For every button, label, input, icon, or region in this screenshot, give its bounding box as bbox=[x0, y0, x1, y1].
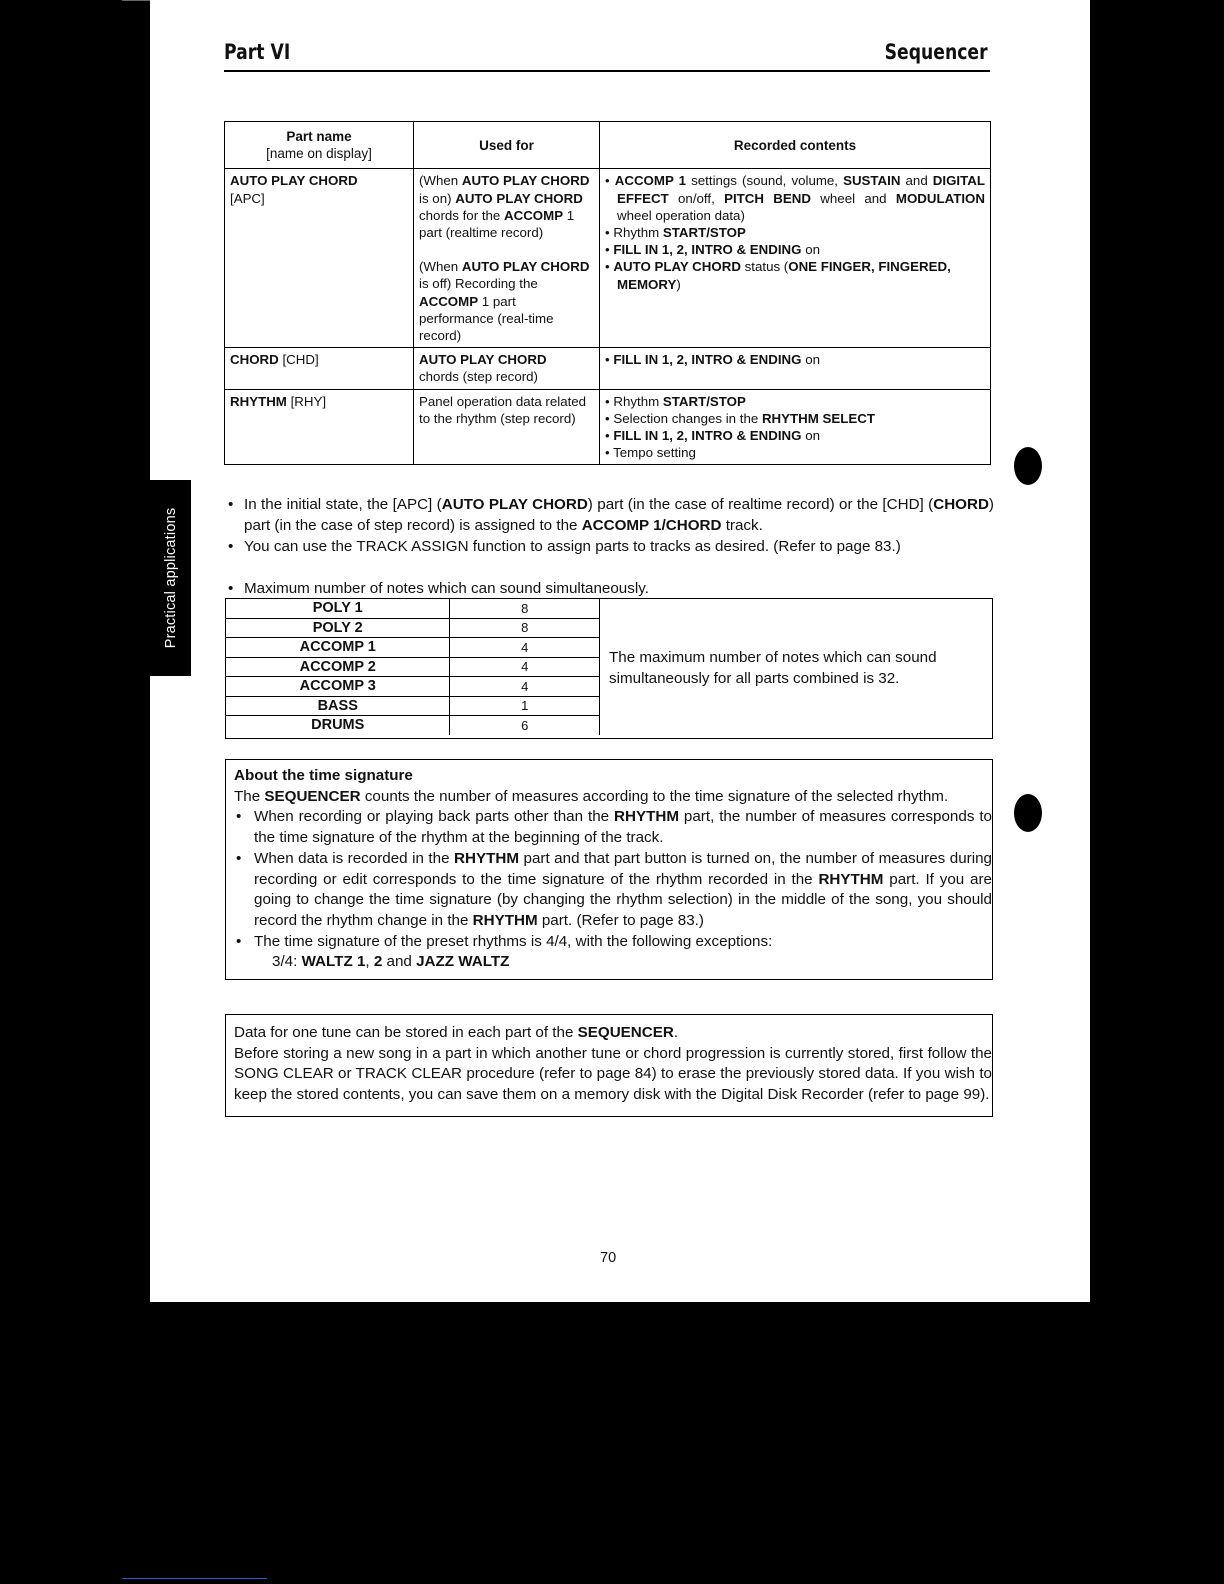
header-used-for: Used for bbox=[414, 122, 600, 169]
recorded-cell: • FILL IN 1, 2, INTRO & ENDING on bbox=[600, 348, 991, 389]
scan-border-left bbox=[0, 0, 122, 1584]
table-row bbox=[226, 696, 600, 716]
part-abbr: [APC] bbox=[230, 190, 265, 206]
table-row bbox=[226, 618, 600, 638]
poly-value: 8 bbox=[450, 599, 600, 618]
box-bullet: • The time signature of the preset rhythms is 4/4, with the following exceptions: bbox=[234, 932, 992, 953]
notes-list bbox=[228, 494, 994, 599]
box-exceptions: 3/4: WALTZ 1, 2 and JAZZ WALTZ bbox=[272, 953, 510, 971]
poly-value: 4 bbox=[450, 657, 600, 677]
table-row bbox=[226, 716, 600, 735]
poly-value: 4 bbox=[450, 677, 600, 697]
storage-text: Before storing a new song in a part in which another tune or chord progression is currently stored, first follow the SONG CLEAR or TRACK CLEAR procedure (refer to page 84) to erase the previously stored data. If you wish to keep the stored contents, you can save them on a memory disk with the Digital Disk Recorder (refer to page 99). bbox=[234, 1044, 992, 1104]
scan-bottom-link bbox=[122, 1578, 267, 1579]
poly-part: ACCOMP 3 bbox=[226, 677, 450, 697]
part-name-cell bbox=[225, 348, 414, 389]
poly-part: BASS bbox=[226, 696, 450, 716]
note-track-assign: • You can use the TRACK ASSIGN function to assign parts to tracks as desired. (Refer to page 83.) bbox=[228, 536, 994, 557]
poly-part: ACCOMP 2 bbox=[226, 657, 450, 677]
box-intro: The SEQUENCER counts the number of measures according to the time signature of the selected rhythm. bbox=[234, 787, 949, 805]
scan-border-right bbox=[1090, 0, 1224, 1584]
storage-line: Data for one tune can be stored in each part of the SEQUENCER. bbox=[234, 1024, 679, 1041]
time-signature-box bbox=[225, 759, 993, 980]
header-recorded: Recorded contents bbox=[600, 122, 991, 169]
used-for-cell: Panel operation data related to the rhythm (step record) bbox=[414, 389, 600, 465]
poly-part: ACCOMP 1 bbox=[226, 638, 450, 658]
poly-part: POLY 1 bbox=[226, 599, 450, 618]
part-abbr: [CHD] bbox=[278, 352, 319, 368]
table-row bbox=[226, 677, 600, 697]
header-part-name-sub: [name on display] bbox=[266, 146, 372, 162]
table-header-row bbox=[225, 122, 991, 169]
used-for-cell: (When AUTO PLAY CHORD is on) AUTO PLAY CHORD chords for the ACCOMP 1 part (realtime record) (When AUTO PLAY CHORD is off) Recording the ACCOMP 1 part performance (real-time record) bbox=[414, 169, 600, 348]
poly-part: DRUMS bbox=[226, 716, 450, 735]
table-row bbox=[226, 657, 600, 677]
part-name-cell bbox=[225, 169, 414, 348]
poly-part: POLY 2 bbox=[226, 618, 450, 638]
polyphony-note: The maximum number of notes which can sound simultaneously for all parts combined is 32. bbox=[609, 649, 937, 687]
poly-value: 6 bbox=[450, 716, 600, 735]
table-row bbox=[226, 599, 600, 618]
table-row bbox=[225, 169, 991, 348]
box-bullet: • When data is recorded in the RHYTHM part and that part button is turned on, the number of measures during recording or edit corresponds to the time signature of the rhythm recorded in the RHYTHM part. If you are going to change the time signature (by changing the rhythm selection) in the middle of the song, you should record the rhythm change in the RHYTHM part. (Refer to page 83.) bbox=[234, 849, 992, 932]
part-name: RHYTHM bbox=[230, 393, 287, 409]
part-name: AUTO PLAY CHORD bbox=[230, 173, 358, 189]
section-title: Sequencer bbox=[885, 40, 988, 64]
note-apc-assignment: • In the initial state, the [APC] (AUTO PLAY CHORD) part (in the case of realtime record) or the [CHD] (CHORD) part (in the case of step record) is assigned to the ACCOMP 1/CHORD track. bbox=[228, 494, 994, 536]
side-tab bbox=[150, 480, 191, 676]
used-for-cell: AUTO PLAY CHORD chords (step record) bbox=[414, 348, 600, 389]
part-name: CHORD bbox=[230, 352, 279, 368]
poly-value: 4 bbox=[450, 638, 600, 658]
header-part-name bbox=[225, 122, 414, 169]
parts-table bbox=[224, 121, 991, 465]
recorded-cell: • ACCOMP 1 settings (sound, volume, SUSTAIN and DIGITAL EFFECT on/off, PITCH BEND wheel and MODULATION wheel operation data) • Rhythm START/STOP • FILL IN 1, 2, INTRO & ENDING on • AUTO PLAY CHORD status (ONE FINGER, FINGERED, MEMORY) bbox=[600, 169, 991, 348]
note-max-notes: • Maximum number of notes which can sound simultaneously. bbox=[228, 578, 994, 599]
box-bullet: • When recording or playing back parts other than the RHYTHM part, the number of measures corresponds to the time signature of the rhythm at the beginning of the track. bbox=[234, 807, 992, 848]
header-rule bbox=[224, 70, 990, 72]
poly-value: 8 bbox=[450, 618, 600, 638]
table-row bbox=[226, 638, 600, 658]
part-title: Part VI bbox=[224, 40, 291, 64]
polyphony-grid bbox=[226, 599, 600, 735]
recorded-cell: • Rhythm START/STOP • Selection changes in the RHYTHM SELECT • FILL IN 1, 2, INTRO & ENDING on • Tempo setting bbox=[600, 389, 991, 465]
part-abbr: [RHY] bbox=[286, 393, 327, 409]
margin-dot bbox=[1014, 447, 1042, 485]
page-number: 70 bbox=[600, 1250, 617, 1266]
scan-border-strip bbox=[122, 0, 150, 1302]
part-name-cell bbox=[225, 389, 414, 465]
scan-border-bottom bbox=[122, 1302, 1090, 1584]
polyphony-table bbox=[225, 598, 993, 739]
storage-box bbox=[225, 1014, 993, 1117]
table-row bbox=[225, 348, 991, 389]
poly-value: 1 bbox=[450, 696, 600, 716]
margin-dot bbox=[1014, 794, 1042, 832]
box-title: About the time signature bbox=[234, 767, 413, 784]
table-row bbox=[225, 389, 991, 465]
header-part-name-label: Part name bbox=[286, 129, 352, 144]
side-tab-label: Practical applications bbox=[162, 507, 179, 649]
